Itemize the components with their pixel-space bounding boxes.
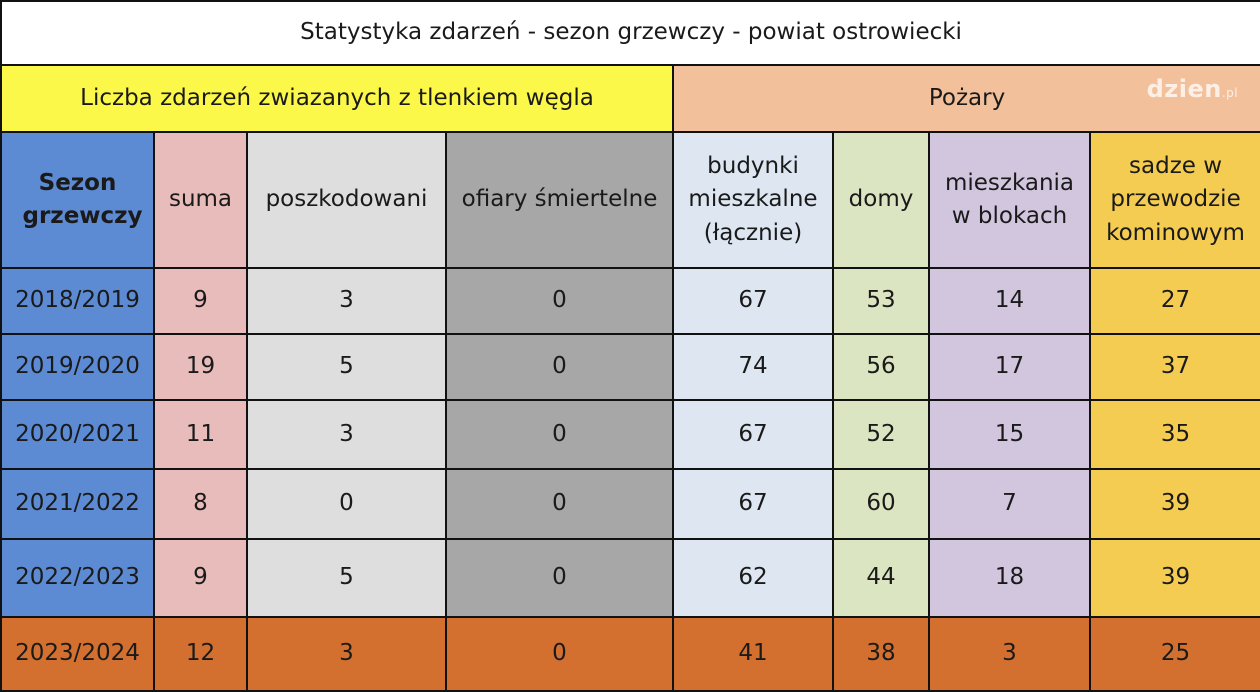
table-row: [1, 469, 1260, 539]
cell-budynki: 67: [673, 469, 833, 539]
table-row-highlighted: [1, 617, 1260, 691]
cell-sadze: 39: [1090, 469, 1260, 539]
column-header-season: [1, 132, 154, 268]
cell-domy: 53: [833, 268, 929, 334]
cell-season: 2019/2020: [1, 334, 154, 400]
cell-mieszkania: 7: [929, 469, 1090, 539]
table-row: [1, 539, 1260, 617]
cell-domy: 52: [833, 400, 929, 469]
table-row: [1, 268, 1260, 334]
cell-domy: 44: [833, 539, 929, 617]
cell-domy: 60: [833, 469, 929, 539]
cell-budynki: 74: [673, 334, 833, 400]
cell-season: 2021/2022: [1, 469, 154, 539]
cell-ofiary: 0: [446, 539, 673, 617]
table-row: [1, 334, 1260, 400]
group-header-row: [1, 65, 1260, 132]
table-title: Statystyka zdarzeń - sezon grzewczy - powiat ostrowiecki: [1, 1, 1260, 65]
column-header-mieszkania: [929, 132, 1090, 268]
cell-suma: 19: [154, 334, 247, 400]
column-header-budynki-label: budynki mieszkalne (łącznie): [688, 152, 818, 246]
cell-ofiary: 0: [446, 268, 673, 334]
column-header-budynki: [673, 132, 833, 268]
cell-season: 2022/2023: [1, 539, 154, 617]
cell-sadze: 25: [1090, 617, 1260, 691]
cell-suma: 8: [154, 469, 247, 539]
cell-season: 2018/2019: [1, 268, 154, 334]
cell-domy: 38: [833, 617, 929, 691]
group-header-fires-label: Pożary: [928, 84, 1006, 111]
watermark-logo: [1147, 72, 1239, 107]
cell-mieszkania: 15: [929, 400, 1090, 469]
cell-ofiary: 0: [446, 617, 673, 691]
column-header-sadze-label: sadze w przewodzie kominowym: [1106, 152, 1245, 246]
group-header-carbon-monoxide: Liczba zdarzeń zwiazanych z tlenkiem węgla: [1, 65, 673, 132]
cell-mieszkania: 14: [929, 268, 1090, 334]
cell-ofiary: 0: [446, 469, 673, 539]
cell-ofiary: 0: [446, 334, 673, 400]
column-header-season-label: Sezon grzewczy: [22, 169, 143, 229]
title-row: [1, 1, 1260, 65]
column-header-row: [1, 132, 1260, 268]
cell-poszkodowani: 5: [247, 334, 446, 400]
watermark-brand: dzien: [1146, 75, 1222, 103]
column-header-poszkodowani: poszkodowani: [247, 132, 446, 268]
cell-poszkodowani: 0: [247, 469, 446, 539]
cell-suma: 9: [154, 539, 247, 617]
column-header-ofiary: ofiary śmiertelne: [446, 132, 673, 268]
cell-mieszkania: 17: [929, 334, 1090, 400]
cell-domy: 56: [833, 334, 929, 400]
column-header-suma: suma: [154, 132, 247, 268]
cell-poszkodowani: 3: [247, 617, 446, 691]
cell-budynki: 67: [673, 268, 833, 334]
watermark-suffix: .pl: [1221, 86, 1239, 100]
column-header-sadze: [1090, 132, 1260, 268]
cell-season: 2023/2024: [1, 617, 154, 691]
cell-suma: 11: [154, 400, 247, 469]
cell-sadze: 39: [1090, 539, 1260, 617]
cell-poszkodowani: 5: [247, 539, 446, 617]
cell-suma: 12: [154, 617, 247, 691]
cell-season: 2020/2021: [1, 400, 154, 469]
cell-poszkodowani: 3: [247, 400, 446, 469]
column-header-mieszkania-label: mieszkania w blokach: [944, 169, 1075, 229]
cell-budynki: 67: [673, 400, 833, 469]
cell-budynki: 62: [673, 539, 833, 617]
cell-ofiary: 0: [446, 400, 673, 469]
cell-budynki: 41: [673, 617, 833, 691]
column-header-domy: domy: [833, 132, 929, 268]
cell-mieszkania: 18: [929, 539, 1090, 617]
table-row: [1, 400, 1260, 469]
cell-sadze: 35: [1090, 400, 1260, 469]
cell-mieszkania: 3: [929, 617, 1090, 691]
group-header-fires: [673, 65, 1260, 132]
cell-poszkodowani: 3: [247, 268, 446, 334]
cell-suma: 9: [154, 268, 247, 334]
cell-sadze: 27: [1090, 268, 1260, 334]
cell-sadze: 37: [1090, 334, 1260, 400]
